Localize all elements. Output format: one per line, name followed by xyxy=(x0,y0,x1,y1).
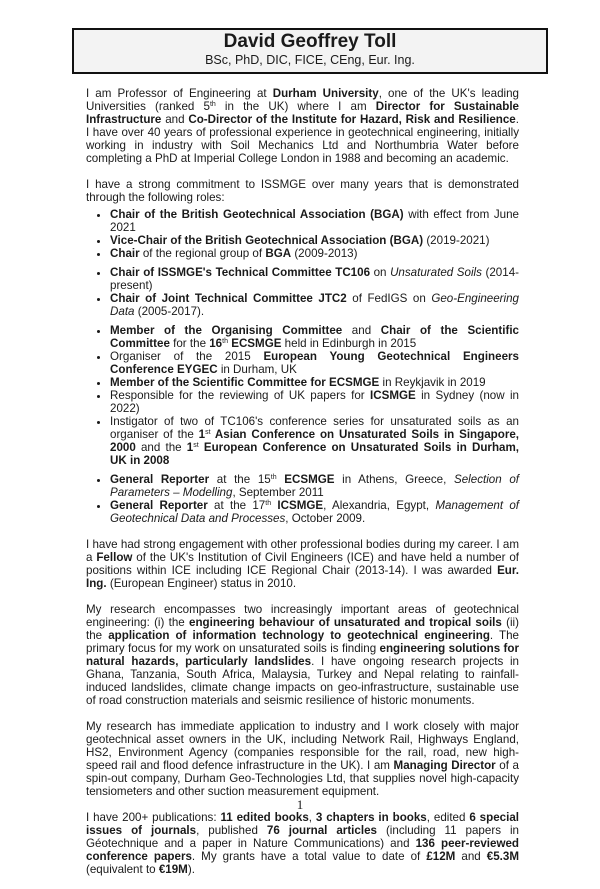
bold-text: Member of the Organising Committee xyxy=(110,324,343,337)
bold-text: application of information technology to geotechnical engineering xyxy=(108,629,490,642)
italic-text: Management of Geotechnical Data and Processes xyxy=(110,499,519,525)
text-run: (2014-present) xyxy=(110,266,519,292)
text-run: (ii) the xyxy=(86,616,519,642)
bold-text: Chair xyxy=(110,247,140,260)
bold-text: £12M xyxy=(426,850,456,863)
paragraph xyxy=(86,538,519,590)
text-run: . I have ongoing research projects in Ghana, Tanzania, South Africa, Malaysia, Turkey and Nepal relating to rainfall-induced landslides, climate change impacts on geo-infrastructure, sustainable use of road construction materials and seismic resilience of historic monuments. xyxy=(86,655,519,707)
bold-text: Durham University xyxy=(272,87,379,100)
text-run: (2019-2021) xyxy=(423,234,490,247)
bold-text: Co-Director of the Institute for Hazard, Risk and Resilience xyxy=(188,113,516,126)
text-run: I am Professor of Engineering at xyxy=(86,87,273,100)
bold-text: European Conference on Unsaturated Soils in Durham, UK in 2008 xyxy=(110,441,519,467)
superscript: st xyxy=(205,429,211,436)
text-run: of FedIGS on xyxy=(346,292,432,305)
text-run: (including 11 papers in Géotechnique and a paper in Nature Communications) and xyxy=(86,824,519,850)
page-number: 1 xyxy=(296,797,304,812)
superscript: th xyxy=(270,474,277,481)
bold-text: engineering solutions for natural hazards, particularly landslides xyxy=(86,642,519,668)
text-run: at the 15 xyxy=(209,473,271,486)
text-run: in Sydney (now in 2022) xyxy=(110,389,520,415)
text-run: of a spin-out company, Durham Geo-Technologies Ltd, that supplies novel high-capacity tensiometers and other suction measurement equipment. xyxy=(86,759,519,798)
bold-text: €19M xyxy=(158,863,188,876)
bold-text: ECSMGE xyxy=(227,337,282,350)
text-run: , Alexandria, Egypt, xyxy=(323,499,436,512)
cv-header-box xyxy=(72,28,548,74)
text-run: and xyxy=(161,113,189,126)
text-run: . The primary focus for my work on unsaturated soils is finding xyxy=(86,629,519,655)
text-run: . My grants have a total value to date of xyxy=(191,850,427,863)
text-run: I have 200+ publications: xyxy=(86,811,221,824)
bold-text: 136 peer-reviewed conference papers xyxy=(86,837,520,863)
text-run: , edited xyxy=(426,811,470,824)
bold-text: Chair of the British Geotechnical Association (BGA) xyxy=(110,208,404,221)
superscript: st xyxy=(193,442,199,449)
bold-text: General Reporter xyxy=(110,499,208,512)
text-run: I have a strong commitment to ISSMGE over many years that is demonstrated through the following roles: xyxy=(86,178,519,204)
text-run: , one of the UK's leading Universities (ranked xyxy=(86,87,519,113)
text-run: at the 17 xyxy=(207,499,266,512)
bold-text: 6 special issues of journals xyxy=(86,811,519,837)
italic-text: Selection of Parameters – Modelling xyxy=(110,473,519,499)
text-run: held in Edinburgh in 2015 xyxy=(281,337,417,350)
list-item xyxy=(110,266,519,292)
paragraph xyxy=(86,87,519,165)
italic-text: Geo-Engineering Data xyxy=(110,292,519,318)
bold-text: Chair of Joint Technical Committee JTC2 xyxy=(110,292,347,305)
text-run: in Reykjavik in 2019 xyxy=(379,376,486,389)
bold-text: Asian Conference on Unsaturated Soils in Singapore, 2000 xyxy=(110,428,519,454)
bold-text: 1 xyxy=(198,428,206,441)
bold-text: 11 edited books xyxy=(220,811,309,824)
bold-text: 16 xyxy=(209,337,223,350)
text-run: I have had strong engagement with other professional bodies during my career. I am a xyxy=(86,538,519,564)
text-run: in Durham, UK xyxy=(217,363,297,376)
cv-body xyxy=(86,87,519,889)
list-item xyxy=(110,473,519,499)
text-run: , xyxy=(308,811,316,824)
list-item xyxy=(110,247,519,260)
list-item xyxy=(110,389,519,415)
superscript: th xyxy=(222,338,228,345)
bold-text: Member of the Scientific Committee for ECSMGE xyxy=(110,376,380,389)
bold-text: General Reporter xyxy=(110,473,210,486)
text-run: Organiser of the 2015 xyxy=(110,350,264,363)
bold-text: ECSMGE xyxy=(284,473,335,486)
text-run: in Athens, Greece, xyxy=(334,473,454,486)
bold-text: €5.3M xyxy=(486,850,519,863)
list-item xyxy=(110,499,519,525)
bold-text: ICSMGE xyxy=(370,389,416,402)
list-item xyxy=(110,415,519,467)
text-run: (2009-2013) xyxy=(291,247,358,260)
bold-text: Fellow xyxy=(96,551,133,564)
bold-text: BGA xyxy=(265,247,292,260)
text-run: (equivalent to xyxy=(86,863,159,876)
paragraph xyxy=(86,811,519,876)
list-item xyxy=(110,208,519,234)
bold-text: Chair of the Scientific Committee xyxy=(110,324,519,350)
bold-text: 3 chapters in books xyxy=(315,811,427,824)
bold-text: Managing Director xyxy=(393,759,496,772)
text-run: of the regional group of xyxy=(139,247,266,260)
text-run: , published xyxy=(196,824,267,837)
text-run: , October 2009. xyxy=(285,512,366,525)
italic-text: Unsaturated Soils xyxy=(390,266,482,279)
text-run: and xyxy=(455,850,487,863)
person-name: David Geoffrey Toll xyxy=(223,31,397,52)
superscript: th xyxy=(265,500,272,507)
list-item xyxy=(110,350,519,376)
text-run: My research encompasses two increasingly important areas of geotechnical engineering: (i) the xyxy=(86,603,519,629)
text-run: and xyxy=(342,324,381,337)
bold-text: European Young Geotechnical Engineers Conference EYGEC xyxy=(110,350,519,376)
text-run: ). xyxy=(187,863,195,876)
text-run: of the UK's Institution of Civil Engineers (ICE) and have held a number of positions within ICE including ICE Regional Chair (2013-14). I was awarded xyxy=(86,551,519,577)
list-item xyxy=(110,234,519,247)
text-run: My research has immediate application to industry and I work closely with major geotechnical asset owners in the UK, including Network Rail, Highways England, HS2, Environment Agency (companies responsible for the rail, road, new high-speed rail and flood defence infrastructure in the UK). I am xyxy=(86,720,519,772)
text-run: Instigator of two of TC106's conference series for unsaturated soils as an organiser of the xyxy=(110,415,519,441)
paragraph xyxy=(86,720,519,798)
bold-text: Vice-Chair of the British Geotechnical Association (BGA) xyxy=(110,234,424,247)
paragraph xyxy=(86,178,519,204)
text-run: (European Engineer) status in 2010. xyxy=(106,577,297,590)
list-item xyxy=(110,324,519,350)
text-run: . I have over 40 years of professional experience in geotechnical engineering, initially working in industry with Soil Mechanics Ltd and Northumbria Water before completing a PhD at Imperial College London in 1988 and becoming an academic. xyxy=(86,113,519,165)
bold-text: 76 journal articles xyxy=(266,824,377,837)
text-run: (2005-2017). xyxy=(134,305,205,318)
bold-text: 1 xyxy=(186,441,194,454)
text-run: in the UK) where I am xyxy=(215,100,376,113)
text-run: with effect from June 2021 xyxy=(110,208,519,234)
bold-text: Eur. Ing. xyxy=(86,564,519,590)
bold-text: engineering behaviour of unsaturated and tropical soils xyxy=(189,616,502,629)
text-run: , September 2011 xyxy=(232,486,324,499)
bold-text: Director for Sustainable Infrastructure xyxy=(86,100,519,126)
bold-text: Chair of ISSMGE's Technical Committee TC106 xyxy=(110,266,371,279)
superscript: th xyxy=(209,101,216,108)
roles-list xyxy=(86,208,519,525)
list-item xyxy=(110,292,519,318)
text-run: Responsible for the reviewing of UK papers for xyxy=(110,389,370,402)
text-run: and the xyxy=(135,441,187,454)
text-run: 5 xyxy=(203,100,210,113)
text-run: on xyxy=(370,266,391,279)
text-run: for the xyxy=(169,337,210,350)
qualifications: BSc, PhD, DIC, FICE, CEng, Eur. Ing. xyxy=(205,53,415,67)
paragraph xyxy=(86,603,519,707)
bold-text: ICSMGE xyxy=(277,499,324,512)
list-item xyxy=(110,376,519,389)
